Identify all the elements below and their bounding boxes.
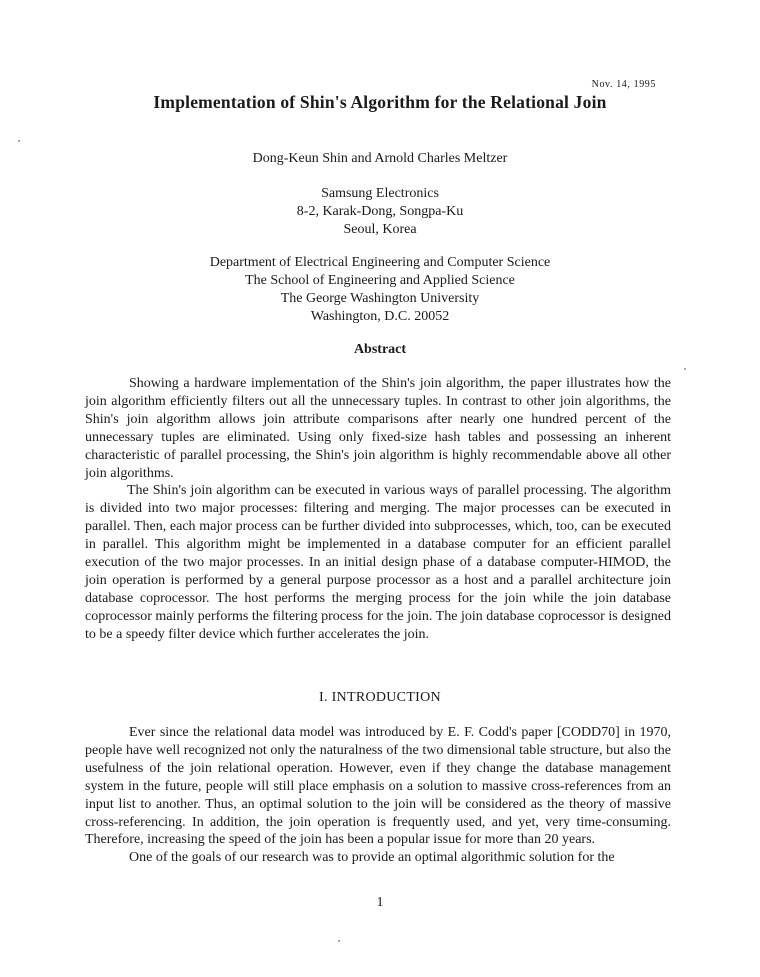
scan-speck xyxy=(684,368,686,370)
affiliation-line: Seoul, Korea xyxy=(343,222,417,237)
intro-paragraph: Ever since the relational data model was introduced by E. F. Codd's paper [CODD70] in 1970, people have well recognized not only the naturalness of the two dimensional table structure, but also the usefulness of the join relational operation. However, even if they change the database management system in the future, people will still place emphasis on a solution to massive cross-references from an input list to another. Thus, an optimal solution to the join will be considered as the theory of massive cross-referencing. In addition, the join operation is frequently used, and yet, very time-consuming. Therefore, increasing the speed of the join has been a popular issue for more than 20 years. xyxy=(85,725,671,848)
abstract-paragraph: The Shin's join algorithm can be executed in various ways of parallel processing. The algorithm is divided into two major processes: filtering and merging. The major processes can be executed in parallel. Then, each major process can be further divided into subprocesses, which, too, can be executed in parallel. This algorithm might be implemented in a database computer for an efficient parallel execution of the two major processes. In an initial design phase of a database computer-HIMOD, the join operation is performed by a general purpose processor as a host and a parallel architecture join database coprocessor. The host performs the merging process for the join while the join database coprocessor mainly performs the filtering process for the join. The join database coprocessor is designed to be a speedy filter device which further accelerates the join. xyxy=(85,483,671,642)
affiliation-line: The School of Engineering and Applied Science xyxy=(245,273,515,288)
affiliation-line: 8-2, Karak-Dong, Songpa-Ku xyxy=(296,204,464,219)
abstract-paragraph: Showing a hardware implementation of the Shin's join algorithm, the paper illustrates how the join algorithm efficiently filters out all the unnecessary tuples. In contrast to other join algorithms, the Shin's join algorithm allows join attribute comparisons after nearly one hundred percent of the unnecessary tuples are eliminated. Using only fixed-size hash tables and possessing an inherent characteristic of parallel processing, the Shin's join algorithm is highly recommendable above all other join algorithms. xyxy=(85,376,671,481)
scan-speck xyxy=(18,140,20,142)
scan-speck xyxy=(338,940,340,942)
page-number: 1 xyxy=(376,895,384,910)
affiliation-line: Washington, D.C. 20052 xyxy=(310,309,450,324)
affiliation-samsung xyxy=(0,185,760,239)
affiliation-line: Samsung Electronics xyxy=(321,186,439,201)
paper-title: Implementation of Shin's Algorithm for the Relational Join xyxy=(153,92,607,112)
abstract-heading: Abstract xyxy=(353,342,407,357)
affiliation-gwu xyxy=(0,254,760,326)
introduction-body xyxy=(85,724,671,867)
section-heading-introduction: I. INTRODUCTION xyxy=(319,690,441,705)
intro-paragraph: One of the goals of our research was to provide an optimal algorithmic solution for the xyxy=(129,850,615,866)
affiliation-line: Department of Electrical Engineering and Computer Science xyxy=(209,255,551,270)
authors: Dong-Keun Shin and Arnold Charles Meltzer xyxy=(252,151,508,166)
date-stamp: Nov. 14, 1995 xyxy=(591,79,656,90)
affiliation-line: The George Washington University xyxy=(280,291,480,306)
abstract-body xyxy=(85,375,671,644)
